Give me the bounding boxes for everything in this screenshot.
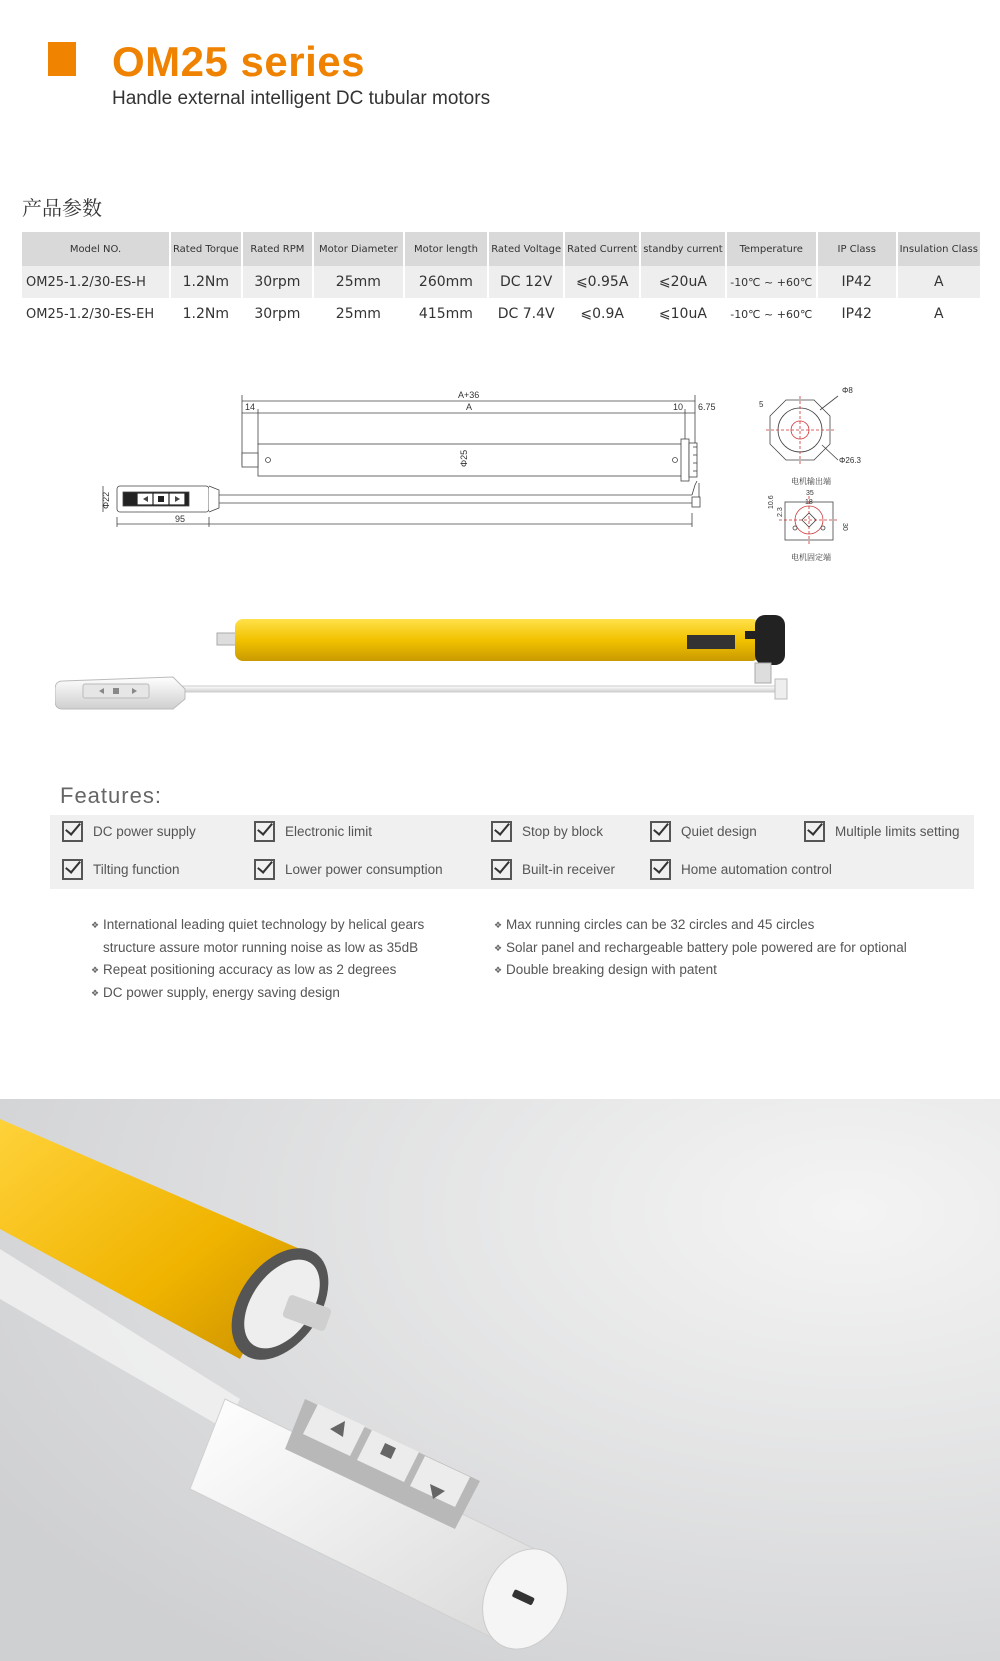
table-cell: -10℃ ~ +60℃	[727, 266, 816, 298]
dim-a-label: A	[466, 402, 473, 412]
table-header-row	[22, 232, 980, 266]
motor-product-image	[55, 605, 835, 730]
end-view-1-label: 电机输出端	[791, 477, 831, 486]
table-cell: ⩽0.95A	[565, 266, 639, 298]
feature-label: Lower power consumption	[285, 862, 443, 877]
feature-item	[804, 821, 960, 842]
table-cell: A	[934, 306, 944, 322]
feature-label: Quiet design	[681, 824, 757, 839]
table-cell: -10℃ ~ +60℃	[730, 307, 813, 321]
dim-left-label: 14	[245, 402, 256, 412]
table-cell: ⩽10uA	[658, 306, 707, 322]
table-cell: 25mm	[335, 306, 381, 322]
dim-diameter-label: Φ25	[459, 449, 469, 467]
dim-handle-dia-label: Φ22	[101, 491, 111, 509]
column-header: IP Class	[818, 232, 896, 266]
technical-drawing	[95, 385, 885, 565]
feature-label: Stop by block	[522, 824, 604, 839]
table-cell: IP42	[841, 306, 872, 322]
table-cell: DC 7.4V	[497, 306, 555, 322]
checkbox-icon	[650, 859, 671, 880]
end-view-1-dim-a: Φ8	[842, 386, 853, 395]
feature-label: Electronic limit	[285, 824, 373, 839]
feature-item	[254, 821, 372, 842]
bullet-item: ❖ Repeat positioning accuracy as low as 2 degrees	[91, 959, 424, 982]
end-view-2-dim-d: 2.3	[777, 507, 784, 517]
end-view-1-dim-b: Φ26.3	[839, 456, 861, 465]
feature-item	[254, 859, 443, 880]
table-cell: 1.2Nm	[182, 306, 230, 322]
checkbox-icon	[650, 821, 671, 842]
dim-handle-len-label: 95	[175, 514, 186, 524]
checkbox-icon	[62, 859, 83, 880]
feature-item	[650, 859, 832, 880]
column-header: Rated Voltage	[489, 232, 563, 266]
checkbox-icon	[491, 859, 512, 880]
end-view-1-dim-c: 5	[759, 400, 764, 409]
checkbox-icon	[254, 859, 275, 880]
bullet-item: ❖ Solar panel and rechargeable battery pole powered are for optional	[494, 937, 907, 960]
table-cell: DC 12V	[489, 266, 563, 298]
checkbox-icon	[804, 821, 825, 842]
parameters-heading: 产品参数	[22, 196, 102, 220]
table-cell: 25mm	[314, 266, 403, 298]
feature-item	[491, 821, 603, 842]
page-subtitle: Handle external intelligent DC tubular motors	[112, 88, 491, 109]
end-view-2-dim-c: 10.6	[768, 495, 775, 509]
dim-right-label-2: 6.75	[698, 402, 716, 412]
checkbox-icon	[254, 821, 275, 842]
accent-square-icon	[48, 42, 76, 76]
features-title: Features:	[60, 783, 162, 808]
table-cell: 30rpm	[243, 266, 312, 298]
column-header: Insulation Class	[898, 232, 980, 266]
feature-label: Built-in receiver	[522, 862, 616, 877]
feature-item	[62, 821, 196, 842]
feature-label: Home automation control	[681, 862, 832, 877]
end-view-2-dim-a: 35	[806, 490, 814, 497]
table-cell: A	[898, 266, 980, 298]
bullet-item: ❖ DC power supply, energy saving design	[91, 982, 424, 1005]
column-header: Rated Torque	[171, 232, 241, 266]
table-cell: 260mm	[405, 266, 488, 298]
column-header: Motor Diameter	[314, 232, 403, 266]
column-header: Rated RPM	[243, 232, 312, 266]
feature-item	[650, 821, 757, 842]
column-header: standby current	[641, 232, 724, 266]
table-cell: 415mm	[418, 306, 473, 322]
table-cell: OM25-1.2/30-ES-EH	[26, 306, 155, 322]
page-title: OM25 series	[112, 38, 365, 85]
table-row	[22, 266, 980, 298]
end-view-2-label: 电机固定端	[791, 553, 831, 562]
table-cell: 1.2Nm	[171, 266, 241, 298]
feature-item	[62, 859, 180, 880]
bullet-item: ❖ Max running circles can be 32 circles and 45 circles	[494, 914, 907, 937]
table-cell: 30rpm	[254, 306, 301, 322]
table-cell: OM25-1.2/30-ES-H	[22, 266, 169, 298]
bullet-item: ❖ Double breaking design with patent	[494, 959, 907, 982]
table-cell: IP42	[818, 266, 896, 298]
feature-item	[491, 859, 615, 880]
feature-label: Tilting function	[93, 862, 180, 877]
dim-total-label: A+36	[458, 390, 480, 400]
column-header: Motor length	[405, 232, 488, 266]
dim-right-label: 10	[673, 402, 684, 412]
table-cell: ⩽20uA	[641, 266, 724, 298]
feature-label: Multiple limits setting	[835, 824, 960, 839]
bullet-item-continuation: structure assure motor running noise as low as 35dB	[103, 939, 419, 955]
end-view-2-dim-b: 18	[805, 499, 813, 506]
table-row	[22, 298, 980, 330]
column-header: Temperature	[727, 232, 816, 266]
motor-closeup-image	[0, 1099, 1000, 1661]
checkbox-icon	[62, 821, 83, 842]
spec-table	[20, 232, 982, 330]
table-cell: ⩽0.9A	[580, 306, 624, 322]
page-header	[48, 38, 948, 118]
column-header: Model NO.	[22, 232, 169, 266]
bullet-list-right	[494, 914, 907, 982]
column-header: Rated Current	[565, 232, 639, 266]
bullet-list-left	[91, 914, 424, 1004]
bullet-item: ❖ International leading quiet technology by helical gears	[91, 914, 424, 937]
end-view-2-dim-e: 30	[841, 523, 848, 531]
feature-label: DC power supply	[93, 824, 196, 839]
checkbox-icon	[491, 821, 512, 842]
